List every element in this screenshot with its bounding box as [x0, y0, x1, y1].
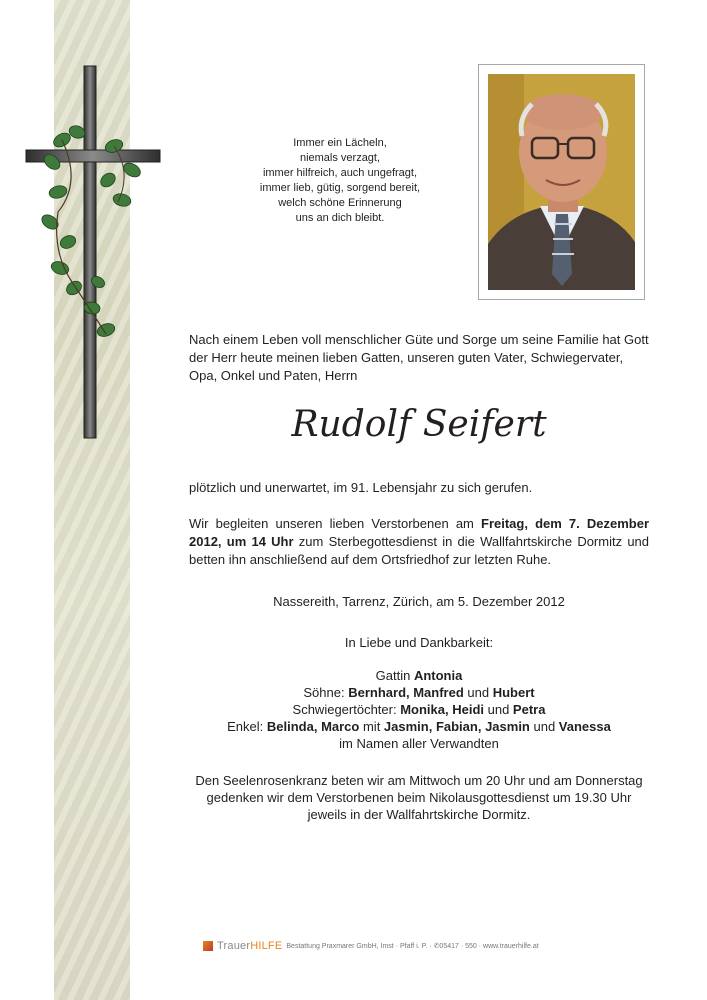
funeral-date: Freitag, dem 7. Dezember 2012, um 14 Uhr [189, 516, 649, 549]
deceased-name: Rudolf Seifert [291, 404, 547, 445]
rosary-line: jeweils in der Wallfahrtskirche Dormitz. [307, 807, 531, 822]
footer-logo [217, 940, 282, 952]
family-row-spouse [189, 667, 649, 684]
funeral-text: zum Sterbegottesdienst in die Wallfahrtskirche Dormitz und betten ihn anschließend auf dem Ortsfriedhof zur letzten Ruhe. [189, 534, 650, 567]
family-conjunction: und [529, 719, 559, 734]
family-label: Söhne: [303, 685, 349, 700]
family-names: Vanessa [558, 719, 611, 734]
intro-text: Nach einem Leben voll menschlicher Güte und Sorge um seine Familie hat Gott der Herr heute meinen lieben Gatten, unseren guten Vater, Schwiegervater, Opa, Onkel und Paten, Herrn [189, 332, 649, 383]
footer-info: Bestattung Praxmarer GmbH, Imst · Pfaff i. P. · ✆05417 · 550 · www.trauerhilfe.at [286, 943, 539, 950]
family-names: Belinda, Marco [266, 719, 360, 734]
death-notice-line: plötzlich und unerwartet, im 91. Lebensjahr zu sich gerufen. [189, 480, 533, 495]
memorial-quote [228, 136, 452, 226]
quote-line: niemals verzagt, [299, 152, 381, 164]
family-names: Hubert [492, 685, 535, 700]
funeral-text: Wir begleiten unseren lieben Verstorbenen am [189, 516, 481, 531]
family-row-relatives: im Namen aller Verwandten [339, 736, 499, 751]
rosary-line: gedenken wir dem Verstorbenen beim Nikolausgottesdienst um 19.30 Uhr [206, 790, 632, 805]
footer [203, 940, 539, 952]
family-row-sons [189, 684, 649, 701]
family-names: Petra [512, 702, 546, 717]
quote-line: welch schöne Erinnerung [278, 197, 402, 209]
quote-line: immer hilfreich, auch ungefragt, [262, 167, 418, 179]
place-date: Nassereith, Tarrenz, Zürich, am 5. Dezember 2012 [273, 594, 565, 609]
family-label: Gattin [375, 668, 414, 683]
family-row-grandchildren [189, 718, 649, 735]
family-names: Jasmin, Fabian, Jasmin [383, 719, 530, 734]
family-names: Monika, Heidi [400, 702, 484, 717]
logo-part: Trauer [217, 940, 251, 952]
quote-line: uns an dich bleibt. [295, 212, 385, 224]
quote-line: Immer ein Lächeln, [293, 137, 387, 149]
family-list [189, 667, 649, 752]
rosary-line: Den Seelenrosenkranz beten wir am Mittwoch um 20 Uhr und am Donnerstag [195, 773, 643, 788]
rosary-notice [189, 772, 649, 823]
logo-part: HILFE [250, 940, 283, 952]
family-conjunction: und [484, 702, 513, 717]
funeral-paragraph [189, 515, 649, 569]
portrait-frame [478, 64, 645, 300]
cross-with-ivy-icon [22, 62, 172, 442]
portrait-photo [488, 74, 635, 290]
portrait-illustration [488, 74, 635, 290]
family-conjunction: mit [359, 719, 384, 734]
family-label: Schwiegertöchter: [292, 702, 401, 717]
thanks-line: In Liebe und Dankbarkeit: [344, 635, 494, 650]
family-names: Antonia [413, 668, 463, 683]
family-label: Enkel: [227, 719, 267, 734]
quote-line: immer lieb, gütig, sorgend bereit, [259, 182, 421, 194]
family-row-daughters-in-law [189, 701, 649, 718]
family-conjunction: und [463, 685, 493, 700]
trauerhilfe-logo-icon [203, 941, 213, 951]
family-names: Bernhard, Manfred [348, 685, 464, 700]
